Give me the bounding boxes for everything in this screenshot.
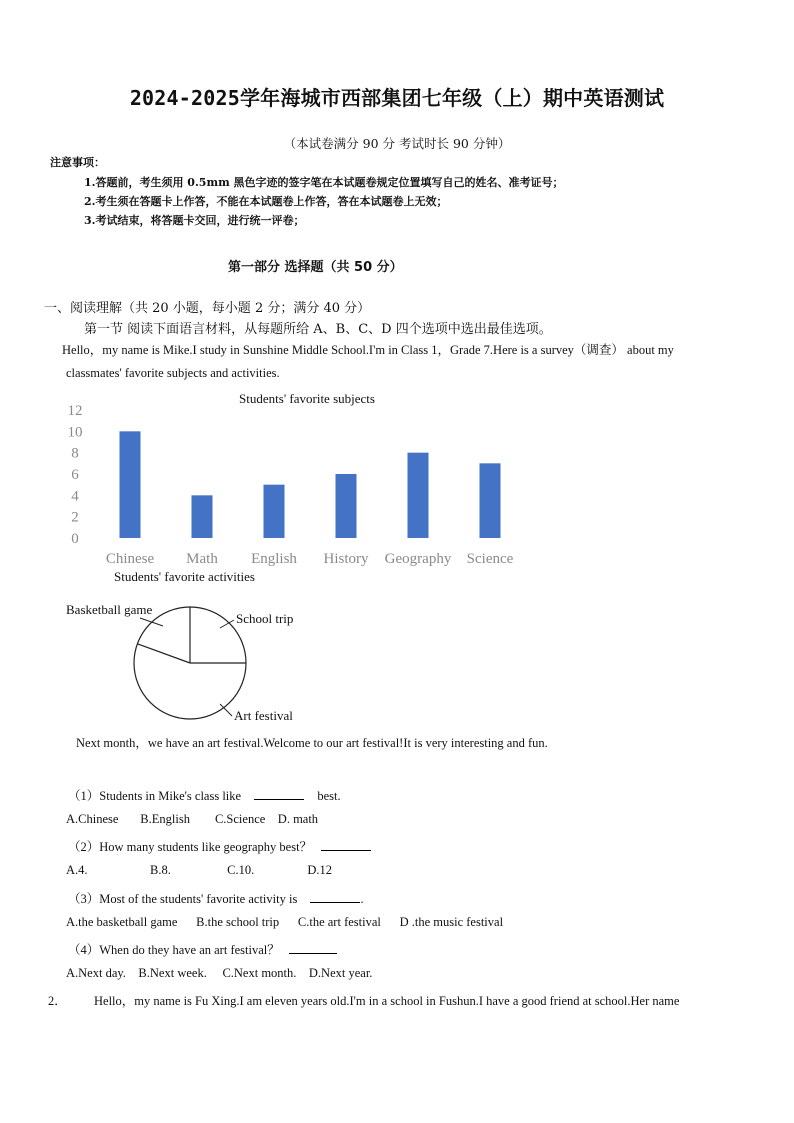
y-tick-label: 0 [71, 531, 79, 547]
y-tick-label: 2 [71, 509, 79, 526]
bar-chinese [120, 431, 141, 538]
bar-history [336, 474, 357, 538]
passage1-line2: classmates' favorite subjects and activities. [66, 366, 280, 380]
question-2-blank [321, 838, 371, 851]
passage2-number: 2． [48, 994, 67, 1008]
notice-item-3: 3.考试结束，将答题卡交回，进行统一评卷； [84, 214, 305, 227]
question-3-options: A.the basketball game B.the school trip C.the art festival D .the music festival [66, 915, 504, 929]
question-3-prompt: （3）Most of the students' favorite activity is [68, 892, 298, 906]
y-tick-label: 10 [67, 424, 83, 441]
notice-heading: 注意事项： [50, 156, 105, 169]
x-tick-label: Science [466, 551, 514, 567]
question-1-options: A.Chinese B.English C.Science D. math [66, 812, 319, 826]
question-2-options: A.4. B.8. C.10. D.12 [66, 863, 332, 877]
passage2-line1: Hello，my name is Fu Xing.I am eleven years old.I'm in a school in Fushun.I have a good friend at school.Her name [94, 994, 680, 1008]
notice-item-1: 1.答题前，考生须用 0.5mm 黑色字迹的签字笔在本试题卷规定位置填写自己的姓名、准考证号； [84, 176, 564, 189]
activities-pie-chart [60, 598, 320, 728]
x-tick-label: History [323, 551, 369, 567]
pie-label: Art festival [234, 708, 293, 723]
exam-subtitle: （本试卷满分 90 分 考试时长 90 分钟） [283, 136, 511, 151]
question-2 [68, 837, 371, 855]
y-tick-label: 6 [71, 467, 79, 483]
x-tick-label: Math [186, 551, 218, 567]
pie-slice-divider [137, 644, 190, 663]
question-1-prompt: （1）Students in Mike's class like [68, 789, 242, 803]
question-3-blank [310, 890, 360, 903]
question-3-after: . [360, 892, 364, 906]
y-tick-label: 12 [67, 403, 83, 419]
question-4-prompt: （4）When do they have an art festival？ [68, 943, 280, 957]
passage1-line1: Hello，my name is Mike.I study in Sunshine Middle School.I'm in Class 1，Grade 7.Here is a survey（调查） about my [62, 343, 674, 357]
question-4 [68, 940, 337, 958]
passage1-closing: Next month，we have an art festival.Welcome to our art festival!It is very interesting and fun. [76, 736, 548, 750]
sub-section-heading: 第一节 阅读下面语言材料，从每题所给 A、B、C、D 四个选项中选出最佳选项。 [84, 322, 552, 337]
question-2-prompt: （2）How many students like geography best？ [68, 840, 313, 854]
question-1-after: best. [317, 789, 341, 803]
question-3 [68, 889, 364, 907]
bar-chart-title: Students' favorite subjects [239, 391, 375, 406]
exam-title: 2024-2025学年海城市西部集团七年级（上）期中英语测试 [129, 86, 665, 110]
x-tick-label: English [251, 551, 297, 567]
pie-chart-title: Students' favorite activities [114, 569, 255, 584]
notice-item-2: 2.考生须在答题卡上作答，不能在本试题卷上作答，答在本试题卷上无效； [84, 195, 448, 208]
x-tick-label: Geography [384, 551, 452, 567]
bar-geography [408, 453, 429, 538]
section-heading: 一、阅读理解（共 20 小题，每小题 2 分；满分 40 分） [44, 301, 371, 316]
question-1-blank [254, 787, 304, 800]
bar-english [264, 485, 285, 538]
y-tick-label: 8 [71, 445, 79, 462]
pie-leader-line [140, 618, 163, 626]
pie-label: Basketball game [66, 602, 153, 617]
bar-science [480, 463, 501, 538]
bar-math [192, 495, 213, 538]
question-1 [68, 786, 341, 804]
y-tick-label: 4 [71, 488, 79, 505]
pie-label: School trip [236, 611, 294, 626]
question-4-blank [289, 941, 337, 954]
part1-heading: 第一部分 选择题（共 50 分） [228, 260, 403, 275]
x-tick-label: Chinese [105, 551, 155, 567]
question-4-options: A.Next day. B.Next week. C.Next month. D.Next year. [66, 966, 373, 980]
subjects-bar-chart [55, 385, 535, 575]
